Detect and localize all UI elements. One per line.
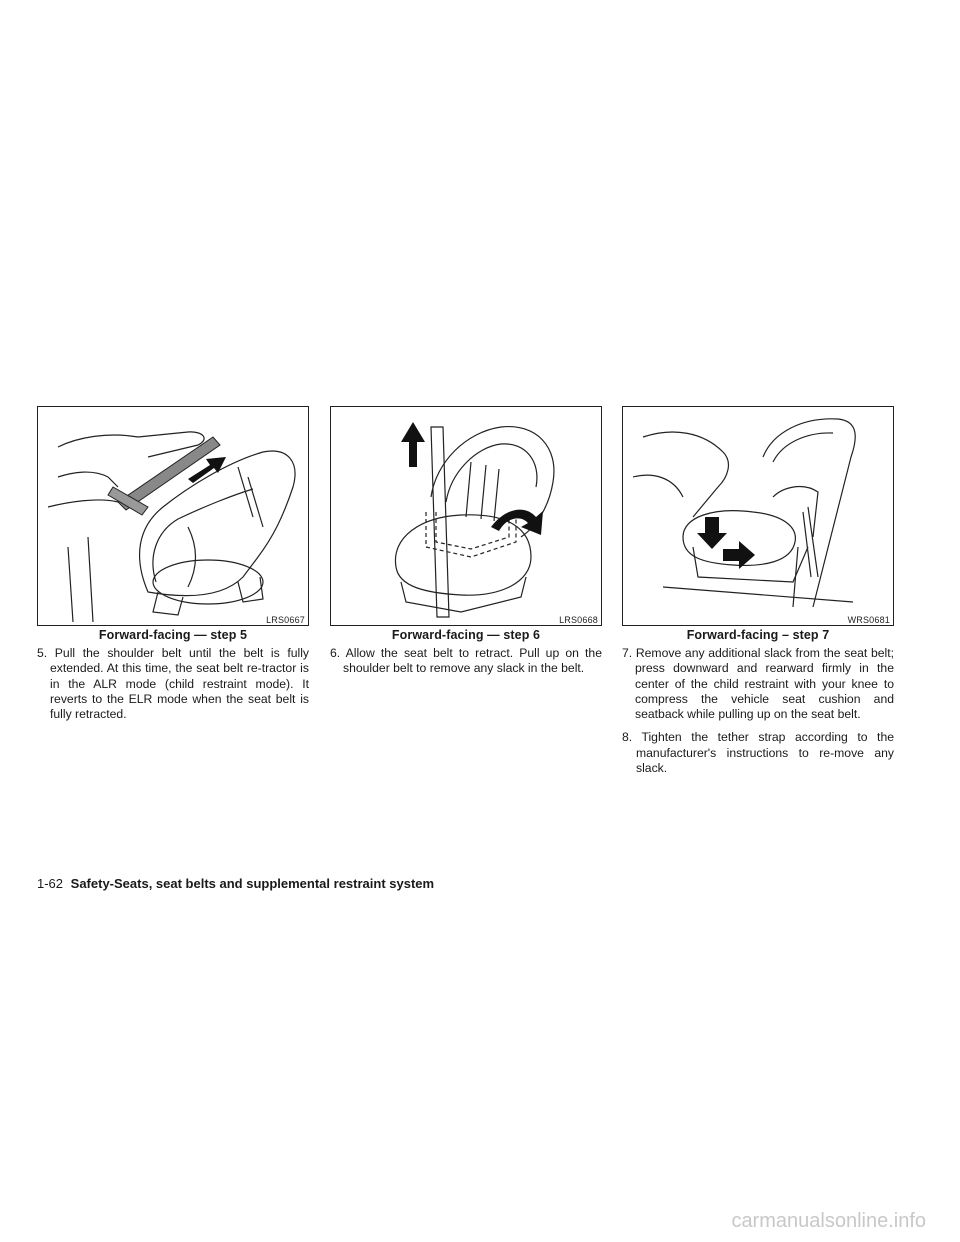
figure-caption: Forward-facing – step 7	[686, 628, 830, 642]
step-6-text: 6. Allow the seat belt to retract. Pull up on the shoulder belt to remove any slack in the belt.	[330, 646, 602, 676]
watermark: carmanualsonline.info	[731, 1210, 926, 1232]
figure-step-5	[37, 406, 309, 626]
figure-caption: Forward-facing — step 5	[98, 628, 248, 642]
column-step-5	[37, 406, 309, 730]
illustration-step-6	[331, 407, 601, 625]
step-7-text: 7. Remove any additional slack from the seat belt; press downward and rearward firmly in the center of the child restraint with your knee to compress the vehicle seat cushion and seatback while pulling up on the seat belt.	[622, 646, 894, 722]
figure-step-6	[330, 406, 602, 626]
column-step-6	[330, 406, 602, 685]
figure-step-7	[622, 406, 894, 626]
illustration-step-5	[38, 407, 308, 625]
section-title: Safety-Seats, seat belts and supplemental restraint system	[70, 876, 435, 891]
figure-code: LRS0668	[559, 615, 598, 625]
page-footer	[37, 876, 434, 891]
figure-code: WRS0681	[847, 615, 890, 625]
column-step-7-8	[622, 406, 894, 784]
figure-caption: Forward-facing — step 6	[391, 628, 541, 642]
step-5-text: 5. Pull the shoulder belt until the belt is fully extended. At this time, the seat belt re-tractor is in the ALR mode (child restraint mode). It reverts to the ELR mode when the seat belt is fully retracted.	[37, 646, 309, 722]
step-8-text: 8. Tighten the tether strap according to the manufacturer's instructions to re-move any slack.	[622, 730, 894, 776]
illustration-step-7	[623, 407, 893, 625]
page-number: 1-62	[37, 876, 64, 891]
figure-code: LRS0667	[266, 615, 305, 625]
